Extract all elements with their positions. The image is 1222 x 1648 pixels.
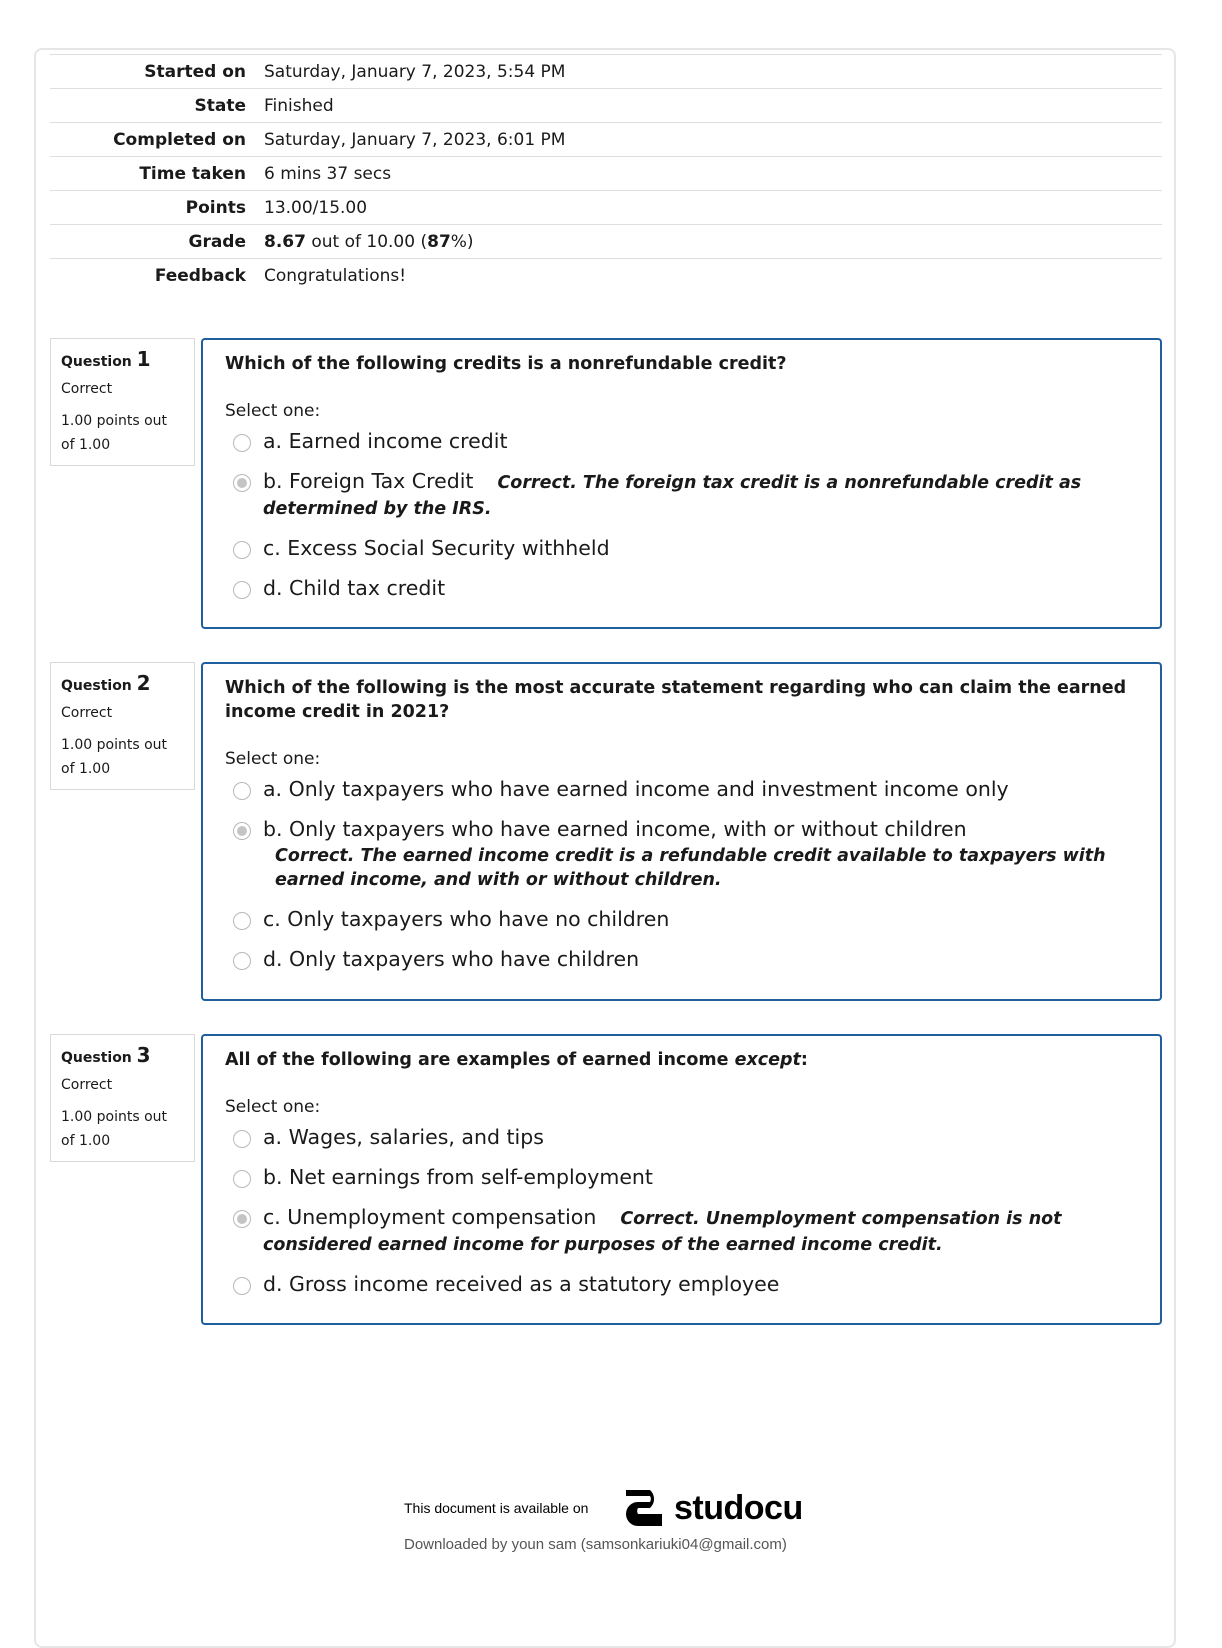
answer-option[interactable] [225,1125,1138,1150]
question-info [50,1034,195,1162]
question-number [61,347,184,371]
radio-button[interactable] [233,912,251,930]
radio-button[interactable] [233,952,251,970]
summary-label: Completed on [113,129,246,150]
summary-value: Saturday, January 7, 2023, 6:01 PM [264,129,566,150]
radio-button-checked[interactable] [233,474,251,492]
question-info [50,662,195,790]
answer-option[interactable] [225,947,1138,972]
option-label: b. Only taxpayers who have earned income, with or without children [263,817,967,841]
option-label: c. Only taxpayers who have no children [263,907,670,931]
radio-button-checked[interactable] [233,822,251,840]
radio-button[interactable] [233,434,251,452]
question-prefix: Question [61,354,132,370]
question-content [201,338,1162,629]
question-num: 1 [136,347,151,371]
question-grade: 1.00 points out of 1.00 [61,1109,167,1149]
answer-option[interactable] [225,536,1138,561]
select-one-prompt: Select one: [225,401,321,421]
radio-button[interactable] [233,782,251,800]
summary-value: 6 mins 37 secs [264,163,392,184]
summary-row-time-taken [50,157,1162,191]
grade-score: 8.67 [264,231,306,252]
grade-suffix: %) [450,231,474,252]
question-text: Which of the following is the most accurate statement regarding who can claim the earned income credit in 2021? [225,678,1127,722]
attempt-summary-table [50,54,1162,293]
question-prefix: Question [61,1050,132,1066]
select-one-prompt: Select one: [225,1097,321,1117]
option-label: c. Unemployment compensation [263,1205,597,1229]
option-label: a. Only taxpayers who have earned income and investment income only [263,777,1009,801]
question-text-end: : [800,1050,808,1070]
option-label: a. Wages, salaries, and tips [263,1125,544,1149]
summary-label: Points [185,197,246,218]
footer-downloaded-text: Downloaded by youn sam (samsonkariuki04@gmail.com) [404,1536,787,1553]
summary-label: Started on [144,61,246,82]
question-grade: 1.00 points out of 1.00 [61,737,167,777]
question-number [61,671,184,695]
answer-feedback: Correct. Unemployment compensation is not considered earned income for purposes of the earned income credit. [263,1209,1062,1255]
summary-row-feedback [50,259,1162,293]
question-text [225,1048,1138,1072]
answer-option[interactable] [225,1165,1138,1190]
option-label: d. Gross income received as a statutory employee [263,1272,780,1296]
question-state: Correct [61,1077,113,1093]
studocu-brand-text: studocu [674,1488,803,1527]
answer-option[interactable] [225,429,1138,454]
radio-button[interactable] [233,1170,251,1188]
answer-option[interactable] [225,1272,1138,1297]
summary-value [264,225,1162,259]
summary-label: Feedback [154,265,246,286]
radio-button-checked[interactable] [233,1210,251,1228]
question-grade: 1.00 points out of 1.00 [61,413,167,453]
question-info [50,338,195,466]
question-text-emphasis: except [734,1050,801,1070]
summary-value: 13.00/15.00 [264,197,368,218]
select-one-prompt: Select one: [225,749,321,769]
answer-option[interactable] [225,777,1138,802]
answer-option[interactable] [225,576,1138,601]
studocu-logo-icon [620,1484,668,1532]
studocu-logo[interactable] [620,1484,803,1532]
question-state: Correct [61,705,113,721]
option-label: d. Only taxpayers who have children [263,947,640,971]
radio-button[interactable] [233,1277,251,1295]
question-content [201,1034,1162,1325]
grade-percent: 87 [427,231,451,252]
option-label: c. Excess Social Security withheld [263,536,610,560]
question-content [201,662,1162,1001]
answer-option[interactable] [225,907,1138,932]
option-label: b. Net earnings from self-employment [263,1165,653,1189]
summary-value: Saturday, January 7, 2023, 5:54 PM [264,61,566,82]
answer-option-selected[interactable] [225,469,1138,521]
answer-feedback: Correct. The earned income credit is a refundable credit available to taxpayers with earned income, and with or without children. [275,846,1106,890]
question-text: Which of the following credits is a nonrefundable credit? [225,354,787,374]
summary-value: Congratulations! [264,265,407,286]
radio-button[interactable] [233,541,251,559]
summary-row-state [50,89,1162,123]
question-text-main: All of the following are examples of earned income [225,1050,735,1070]
question-number [61,1043,184,1067]
option-label: d. Child tax credit [263,576,446,600]
summary-row-grade [50,225,1162,259]
summary-value: Finished [264,95,334,116]
question-prefix: Question [61,678,132,694]
question-num: 3 [136,1043,151,1067]
question-num: 2 [136,671,151,695]
radio-button[interactable] [233,1130,251,1148]
option-label: b. Foreign Tax Credit [263,469,474,493]
answer-option-selected[interactable] [225,1205,1138,1257]
summary-label: Grade [188,231,246,252]
answer-option-selected[interactable] [225,817,1138,892]
question-state: Correct [61,381,113,397]
summary-row-points [50,191,1162,225]
summary-row-completed [50,123,1162,157]
footer-available-text: This document is available on [404,1500,589,1516]
summary-row-started [50,55,1162,89]
option-label: a. Earned income credit [263,429,508,453]
summary-label: Time taken [139,163,246,184]
radio-button[interactable] [233,581,251,599]
grade-out-of: out of 10.00 ( [305,231,428,252]
summary-label: State [194,95,246,116]
answer-feedback: Correct. The foreign tax credit is a nonrefundable credit as determined by the IRS. [263,473,1082,519]
